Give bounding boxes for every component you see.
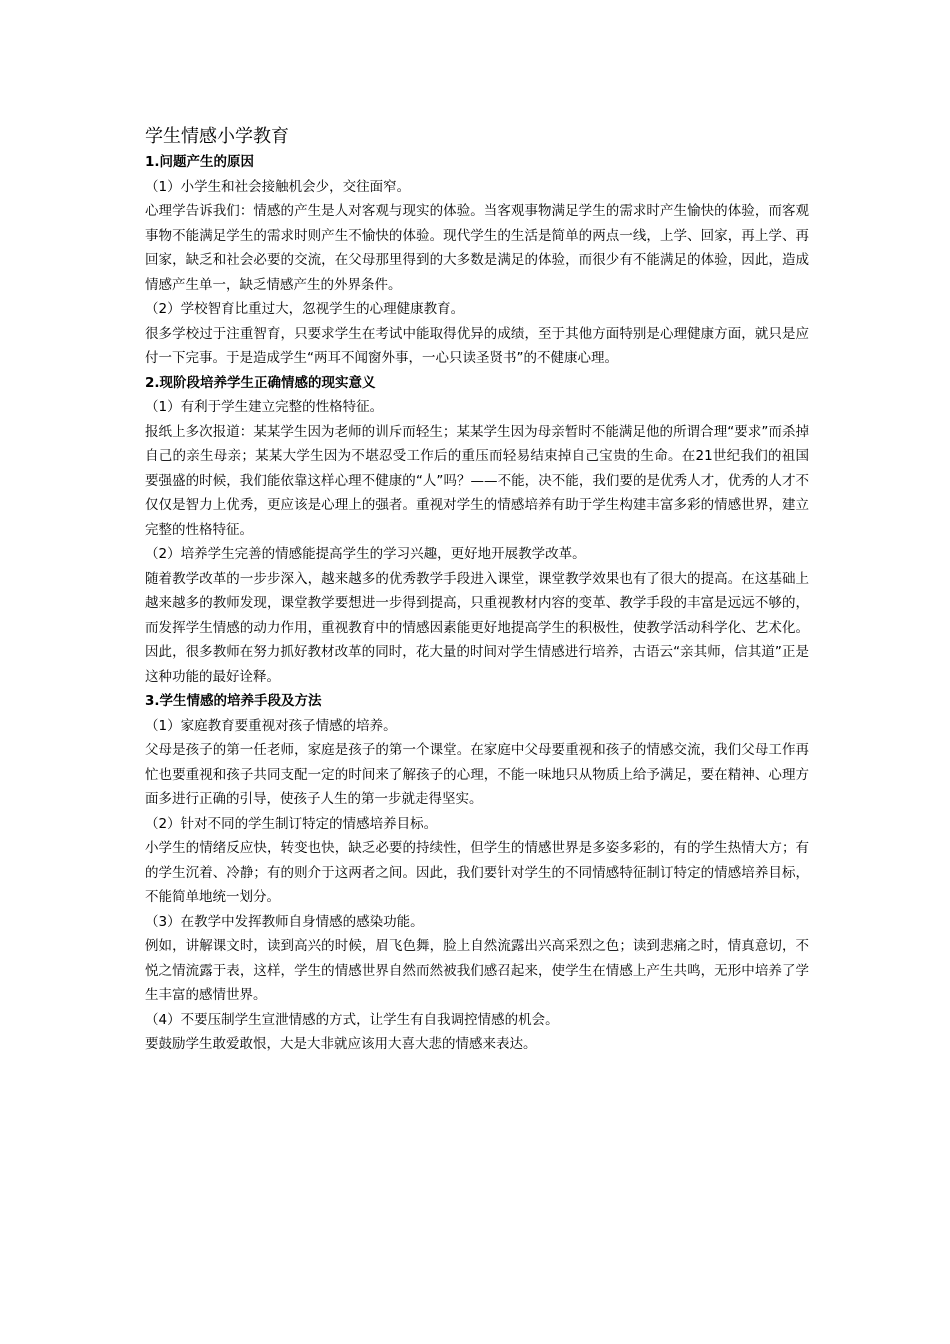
section-3 [145, 689, 809, 1057]
section-2 [145, 371, 809, 690]
sub-heading: （4）不要压制学生宣泄情感的方式，让学生有自我调控情感的机会。 [145, 1011, 559, 1028]
sub-heading: （3）在教学中发挥教师自身情感的感染功能。 [145, 913, 424, 930]
section-heading: 2.现阶段培养学生正确情感的现实意义 [145, 374, 376, 391]
sub-heading: （2）培养学生完善的情感能提高学生的学习兴趣，更好地开展教学改革。 [145, 546, 586, 562]
paragraph: 要鼓励学生敢爱敢恨，大是大非就应该用大喜大悲的情感来表达。 [145, 1036, 537, 1052]
document-title: 学生情感小学教育 [145, 126, 289, 147]
paragraph: 心理学告诉我们：情感的产生是人对客观与现实的体验。当客观事物满足学生的需求时产生愉快的体验，而客观事物不能满足学生的需求时则产生不愉快的体验。现代学生的生活是简单的两点一线，上学、回家，再上学、再回家，缺乏和社会必要的交流，在父母那里得到的大多数是满足的体验，而很少有不能满足的体验，因此，造成情感产生单一，缺乏情感产生的外界条件。 [145, 203, 809, 293]
paragraph: 随着教学改革的一步步深入，越来越多的优秀教学手段进入课堂，课堂教学效果也有了很大的提高。在这基础上越来越多的教师发现，课堂教学要想进一步得到提高，只重视教材内容的变革、教学手段的丰富是远远不够的，而发挥学生情感的动力作用，重视教育中的情感因素能更好地提高学生的积极性，使教学活动科学化、艺术化。因此，很多教师在努力抓好教材改革的同时，花大量的时间对学生情感进行培养，古语云“亲其师，信其道”正是这种功能的最好诠释。 [145, 570, 809, 685]
paragraph: 父母是孩子的第一任老师，家庭是孩子的第一个课堂。在家庭中父母要重视和孩子的情感交流，我们父母工作再忙也要重视和孩子共同支配一定的时间来了解孩子的心理，不能一味地只从物质上给予满足，要在精神、心理方面多进行正确的引导，使孩子人生的第一步就走得坚实。 [145, 742, 809, 807]
paragraph: 报纸上多次报道：某某学生因为老师的训斥而轻生；某某学生因为母亲暂时不能满足他的所谓合理“要求”而杀掉自己的亲生母亲；某某大学生因为不堪忍受工作后的重压而轻易结束掉自己宝贵的生命。在21世纪我们的祖国要强盛的时候，我们能依靠这样心理不健康的“人”吗？——不能，决不能，我们要的是优秀人才，优秀的人才不仅仅是智力上优秀，更应该是心理上的强者。重视对学生的情感培养有助于学生构建丰富多彩的情感世界，建立完整的性格特征。 [145, 423, 809, 538]
sub-heading: （2）针对不同的学生制订特定的情感培养目标。 [145, 815, 438, 832]
paragraph: 很多学校过于注重智育，只要求学生在考试中能取得优异的成绩，至于其他方面特别是心理健康方面，就只是应付一下完事。于是造成学生“两耳不闻窗外事，一心只读圣贤书”的不健康心理。 [145, 325, 809, 366]
section-heading: 3.学生情感的培养手段及方法 [145, 693, 322, 709]
sub-heading: （2）学校智育比重过大，忽视学生的心理健康教育。 [145, 301, 465, 317]
document-page [145, 124, 809, 1057]
paragraph: 小学生的情绪反应快，转变也快，缺乏必要的持续性，但学生的情感世界是多姿多彩的，有的学生热情大方；有的学生沉着、冷静；有的则介于这两者之间。因此，我们要针对学生的不同情感特征制订特定的情感培养目标，不能简单地统一划分。 [145, 840, 809, 905]
sub-heading: （1）小学生和社会接触机会少，交往面窄。 [145, 178, 411, 195]
section-heading: 1.问题产生的原因 [145, 154, 255, 170]
sub-heading: （1）家庭教育要重视对孩子情感的培养。 [145, 717, 397, 734]
paragraph: 例如，讲解课文时，读到高兴的时候，眉飞色舞，脸上自然流露出兴高采烈之色；读到悲痛之时，情真意切，不悦之情流露于表，这样，学生的情感世界自然而然被我们感召起来，使学生在情感上产生共鸣，无形中培养了学生丰富的感情世界。 [145, 938, 809, 1003]
section-1 [145, 150, 809, 371]
sub-heading: （1）有利于学生建立完整的性格特征。 [145, 399, 384, 415]
